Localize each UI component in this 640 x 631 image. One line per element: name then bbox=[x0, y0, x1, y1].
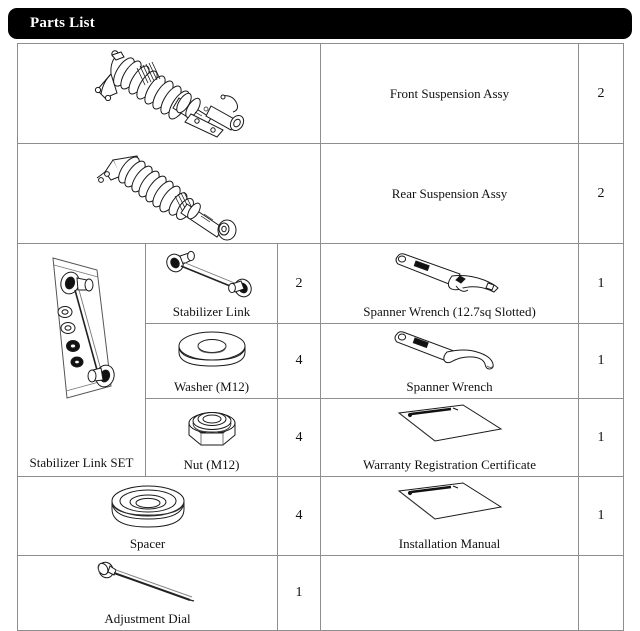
part-quantity: 1 bbox=[597, 353, 605, 368]
table-row bbox=[18, 44, 624, 144]
cell-front-suspension-image bbox=[18, 44, 321, 144]
cell-installation-manual-qty bbox=[579, 477, 624, 556]
adjustment-dial-illustration bbox=[92, 560, 204, 608]
part-label: Stabilizer Link bbox=[172, 304, 251, 319]
part-label: Nut (M12) bbox=[183, 457, 240, 472]
part-quantity: 2 bbox=[295, 275, 303, 291]
part-label: Warranty Registration Certificate bbox=[363, 457, 536, 472]
cell-spanner-wrench-qty bbox=[579, 324, 624, 399]
cell-installation-manual bbox=[321, 477, 579, 556]
part-label: Spanner Wrench bbox=[406, 379, 493, 394]
cell-spacer-qty bbox=[278, 477, 321, 556]
part-quantity: 2 bbox=[597, 85, 605, 101]
cell-rear-suspension-image bbox=[18, 144, 321, 244]
stabilizer-link-illustration bbox=[159, 248, 265, 304]
part-label: Stabilizer Link SET bbox=[29, 455, 134, 470]
table-row bbox=[18, 244, 624, 324]
stabilizer-link-set-bag-illustration bbox=[23, 250, 141, 406]
cell-spanner-wrench-slotted-qty bbox=[579, 244, 624, 324]
nut-illustration bbox=[177, 403, 247, 457]
part-quantity: 4 bbox=[295, 508, 303, 523]
cell-spanner-wrench-slotted bbox=[321, 244, 579, 324]
spanner-wrench-slotted-illustration bbox=[390, 248, 510, 302]
parts-list-table bbox=[17, 43, 624, 631]
part-quantity: 1 bbox=[597, 508, 605, 523]
cell-stabilizer-link bbox=[146, 244, 278, 324]
cell-washer bbox=[146, 324, 278, 399]
part-label: Spacer bbox=[129, 536, 166, 551]
spanner-wrench-hook-illustration bbox=[391, 328, 509, 376]
cell-nut-qty bbox=[278, 399, 321, 477]
part-label: Installation Manual bbox=[398, 536, 501, 551]
part-label: Adjustment Dial bbox=[104, 611, 191, 626]
part-quantity: 1 bbox=[597, 275, 605, 291]
certificate-illustration bbox=[395, 403, 505, 449]
part-quantity: 4 bbox=[295, 429, 303, 445]
cell-adjustment-dial-qty bbox=[278, 556, 321, 631]
manual-illustration bbox=[395, 481, 505, 527]
page-title: Parts List bbox=[30, 15, 95, 31]
spacer-illustration bbox=[106, 481, 190, 535]
cell-front-suspension-qty bbox=[579, 44, 624, 144]
part-label: Rear Suspension Assy bbox=[391, 186, 508, 201]
cell-rear-suspension-label bbox=[321, 144, 579, 244]
part-label: Front Suspension Assy bbox=[389, 86, 510, 101]
table-row bbox=[18, 477, 624, 556]
cell-adjustment-dial bbox=[18, 556, 278, 631]
table-row bbox=[18, 556, 624, 631]
table-row bbox=[18, 144, 624, 244]
cell-empty-item bbox=[321, 556, 579, 631]
part-label: Washer (M12) bbox=[173, 379, 250, 394]
front-coilover-illustration bbox=[71, 46, 267, 142]
cell-warranty-certificate bbox=[321, 399, 579, 477]
cell-warranty-certificate-qty bbox=[579, 399, 624, 477]
cell-washer-qty bbox=[278, 324, 321, 399]
part-quantity: 1 bbox=[597, 429, 605, 445]
cell-front-suspension-label bbox=[321, 44, 579, 144]
parts-list-header-bar bbox=[8, 8, 632, 39]
part-quantity: 4 bbox=[295, 353, 303, 368]
cell-stabilizer-link-set bbox=[18, 244, 146, 477]
cell-nut bbox=[146, 399, 278, 477]
cell-empty-qty bbox=[579, 556, 624, 631]
cell-stabilizer-link-qty bbox=[278, 244, 321, 324]
part-quantity: 2 bbox=[597, 185, 605, 201]
cell-rear-suspension-qty bbox=[579, 144, 624, 244]
cell-spacer bbox=[18, 477, 278, 556]
cell-spanner-wrench bbox=[321, 324, 579, 399]
part-label: Spanner Wrench (12.7sq Slotted) bbox=[363, 304, 536, 319]
rear-coilover-illustration bbox=[71, 146, 267, 242]
part-quantity: 1 bbox=[295, 585, 303, 600]
washer-illustration bbox=[173, 328, 251, 378]
